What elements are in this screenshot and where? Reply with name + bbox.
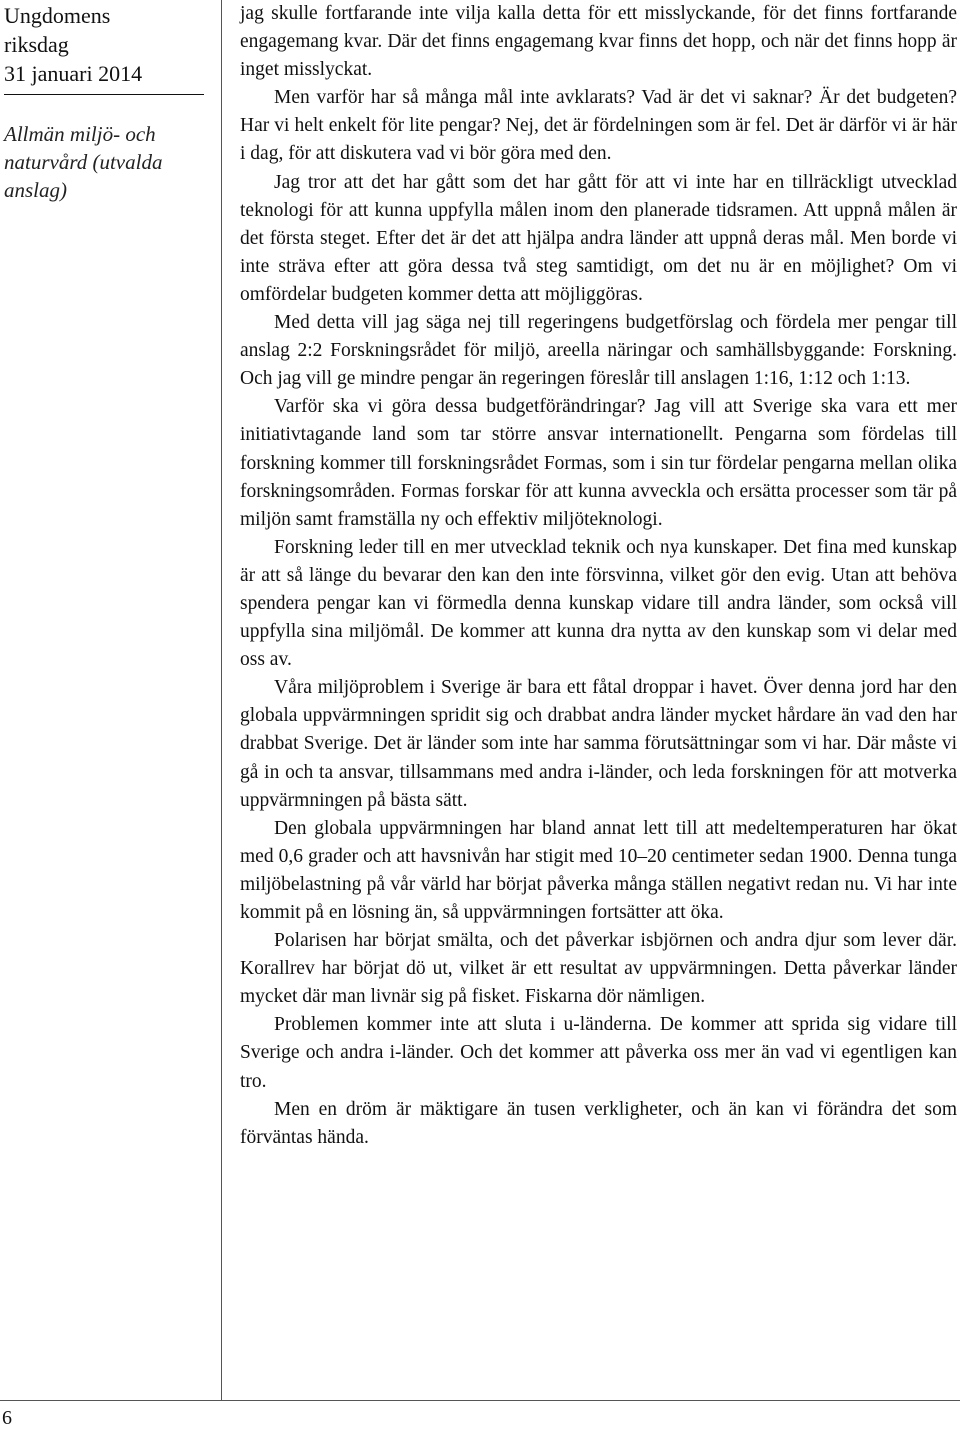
paragraph: Forskning leder till en mer utvecklad teknik och nya kunskaper. Det fina med kunskap är att så länge du bevarar den kan den inte försvinna, vilket gör den evig. Utan att behöva spendera pengar kan vi förmedla denna kunskap vidare till andra länder, som också vill uppfylla sina miljömål. De kommer att kunna dra nytta av den kunskap som vi delar med oss av. — [240, 536, 957, 671]
paragraph: Men en dröm är mäktigare än tusen verkligheter, och än kan vi förändra det som förväntas hända. — [240, 1098, 957, 1148]
column-divider — [221, 0, 222, 1400]
section-heading — [4, 120, 204, 204]
paragraph: Men varför har så många mål inte avklarats? Vad är det vi saknar? Är det budgeten? Har vi helt enkelt för lite pengar? Nej, det är fördelningen som är fel. Det är därför vi är här i dag, för att diskutera vad vi bör göra med den. — [240, 87, 957, 165]
paragraph: Våra miljöproblem i Sverige är bara ett fåtal droppar i havet. Över denna jord har den globala uppvärmningen spridit sig och drabbat andra länder mycket hårdare än vad den har drabbat Sverige. Det är länder som inte har samma förutsättningar som vi har. Där måste vi gå in och ta ansvar, tillsammans med andra i-länder, och leda forskningen för att motverka uppvärmningen på bästa sätt. — [240, 677, 957, 811]
page-number: 6 — [2, 1407, 12, 1429]
paragraph: Jag tror att det har gått som det har gått för att vi inte har en tillräckligt utvecklad teknologi för att kunna uppfylla målen inom den planerade tidsramen. Att uppnå målen är det första steget. Efter det är det att hjälpa andra länder att uppnå deras mål. Men borde vi inte sträva efter att göra dessa två steg samtidigt, om det nu är en möjlighet? Om vi omfördelar budgeten kommer detta att möjliggöras. — [240, 171, 957, 305]
body-text — [240, 0, 957, 1152]
paragraph: Med detta vill jag säga nej till regeringens budgetförslag och fördela mer pengar till anslag 2:2 Forskningsrådet för miljö, areella näringar och samhällsbyggande: Forskning. Och jag vill ge mindre pengar än regeringen föreslår till anslagen 1:16, 1:12 och 1:13. — [240, 312, 957, 390]
sidebar — [4, 0, 204, 204]
paragraph: Problemen kommer inte att sluta i u-länderna. De kommer att sprida sig vidare till Sverige och andra i-länder. Och det kommer att påverka oss mer än vad vi egentligen kan tro. — [240, 1014, 957, 1092]
document-title-line: Ungdomens — [4, 3, 111, 28]
paragraph: jag skulle fortfarande inte vilja kalla detta för ett misslyckande, för det finns fortfarande engagemang kvar. Där det finns engagemang kvar finns det hopp, och när det finns hopp är inget misslyckat. — [240, 3, 957, 81]
document-date: 31 januari 2014 — [4, 61, 143, 86]
paragraph: Polarisen har börjat smälta, och det påverkar isbjörnen och andra djur som lever där. Korallrev har börjat dö ut, vilket är ett resultat av uppvärmningen. Detta påverkar länder mycket där man livnär sig på fisket. Fiskarna dör nämligen. — [240, 930, 957, 1008]
section-heading-line: Allmän miljö- och — [4, 122, 156, 146]
title-rule — [4, 94, 204, 95]
footer-rule — [0, 1400, 960, 1401]
document-title-line: riksdag — [4, 32, 69, 57]
section-heading-line: naturvård (utvalda — [4, 150, 163, 174]
document-title — [4, 1, 204, 88]
paragraph: Varför ska vi göra dessa budgetförändringar? Jag vill att Sverige ska vara ett mer initiativtagande land som tar större ansvar internationellt. Pengarna som fördelas till forskning kommer till forskningsrådet Formas, som i sin tur fördelar pengarna mellan olika forskningsområden. Formas forskar för att kunna avveckla och ersätta processer som tär på miljön samt framställa ny och effektiv miljöteknologi. — [240, 396, 957, 530]
section-heading-line: anslag) — [4, 178, 67, 202]
paragraph: Den globala uppvärmningen har bland annat lett till att medeltemperaturen har ökat med 0,6 grader och att havsnivån har stigit med 10–20 centimeter sedan 1900. Denna tunga miljöbelastning på vår värld har börjat påverka många ställen negativt redan nu. Vi har inte kommit på en lösning än, så uppvärmningen fortsätter att öka. — [240, 817, 957, 923]
